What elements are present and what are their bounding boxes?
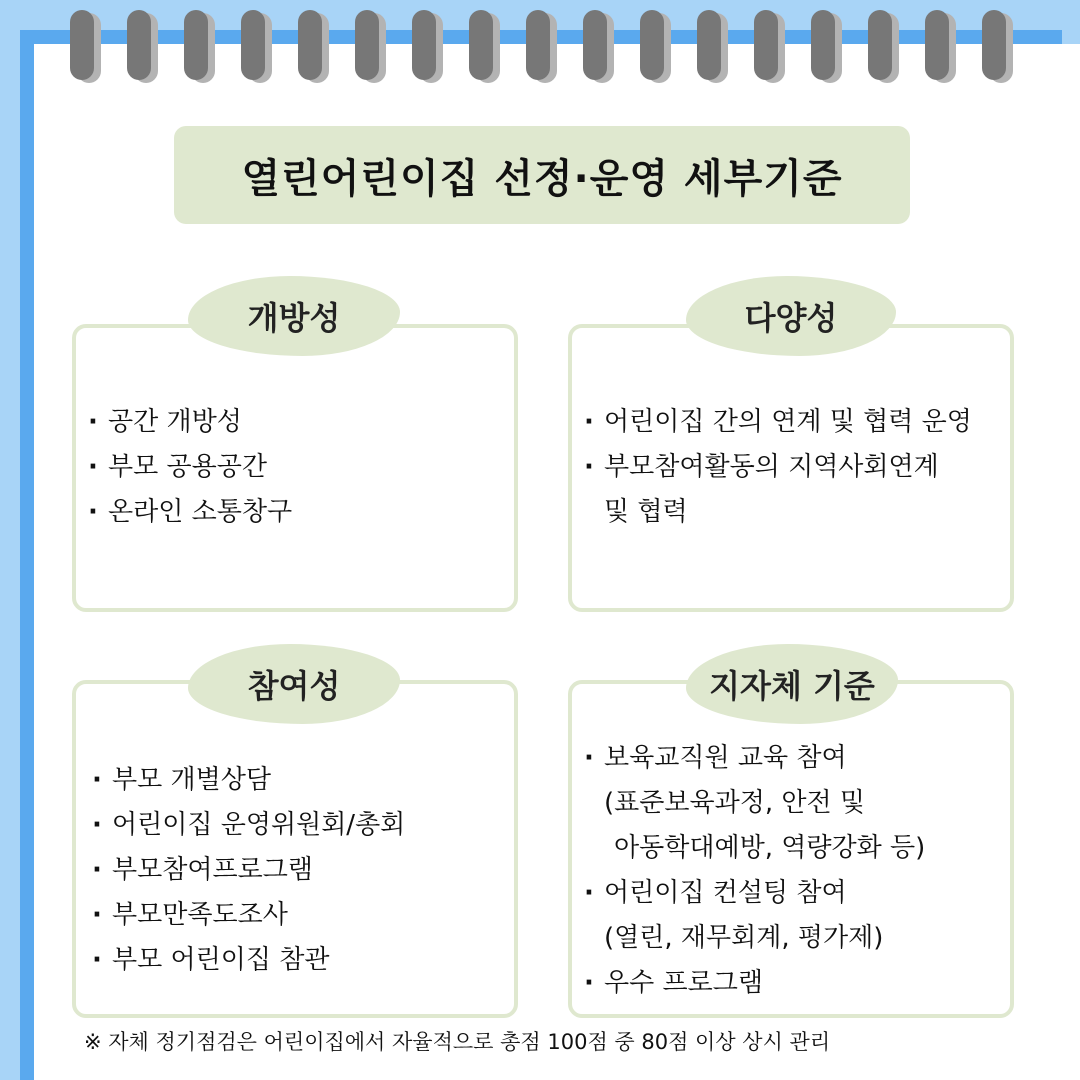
list-item: · 부모만족도조사 xyxy=(92,893,405,938)
binder-ring xyxy=(241,10,265,80)
binder-ring xyxy=(184,10,208,80)
binder-rings xyxy=(0,0,1080,90)
list-item: · 보육교직원 교육 참여 (표준보육과정, 안전 및 아동학대예방, 역량강화 등) xyxy=(584,736,925,871)
list-item: · 어린이집 간의 연계 및 협력 운영 xyxy=(584,400,972,445)
list-item: · 어린이집 컨설팅 참여 (열린, 재무회계, 평가제) xyxy=(584,871,925,961)
diversity-list xyxy=(584,400,972,535)
local-gov-heading-badge xyxy=(686,644,898,724)
diversity-heading: 다양성 xyxy=(744,299,838,337)
binder-ring xyxy=(640,10,664,80)
binder-ring xyxy=(526,10,550,80)
participation-list xyxy=(92,758,405,983)
list-item: · 공간 개방성 xyxy=(88,400,292,445)
list-item: · 부모참여활동의 지역사회연계 및 협력 xyxy=(584,445,972,535)
participation-heading: 참여성 xyxy=(247,667,341,705)
list-item: · 어린이집 운영위원회/총회 xyxy=(92,803,405,848)
openness-list xyxy=(88,400,292,535)
title-banner xyxy=(174,126,910,224)
list-item: · 부모 어린이집 참관 xyxy=(92,938,405,983)
binder-ring xyxy=(70,10,94,80)
binder-ring xyxy=(868,10,892,80)
binder-ring xyxy=(469,10,493,80)
binder-ring xyxy=(127,10,151,80)
binder-ring xyxy=(355,10,379,80)
binder-ring xyxy=(583,10,607,80)
local-gov-list xyxy=(584,736,925,1006)
binder-ring xyxy=(754,10,778,80)
binder-ring xyxy=(412,10,436,80)
list-item: · 온라인 소통창구 xyxy=(88,490,292,535)
binder-ring xyxy=(298,10,322,80)
participation-heading-badge xyxy=(188,644,400,724)
list-item: · 부모 공용공간 xyxy=(88,445,292,490)
footnote: ※ 자체 정기점검은 어린이집에서 자율적으로 총점 100점 중 80점 이상 상시 관리 xyxy=(84,1030,831,1054)
binder-ring xyxy=(982,10,1006,80)
binder-ring xyxy=(697,10,721,80)
list-item: · 우수 프로그램 xyxy=(584,961,925,1006)
local-gov-heading: 지자체 기준 xyxy=(709,667,875,705)
openness-heading-badge xyxy=(188,276,400,356)
binder-ring xyxy=(811,10,835,80)
page-title: 열린어린이집 선정·운영 세부기준 xyxy=(241,155,843,202)
diversity-heading-badge xyxy=(686,276,896,356)
openness-heading: 개방성 xyxy=(247,299,341,337)
list-item: · 부모 개별상담 xyxy=(92,758,405,803)
binder-ring xyxy=(925,10,949,80)
list-item: · 부모참여프로그램 xyxy=(92,848,405,893)
